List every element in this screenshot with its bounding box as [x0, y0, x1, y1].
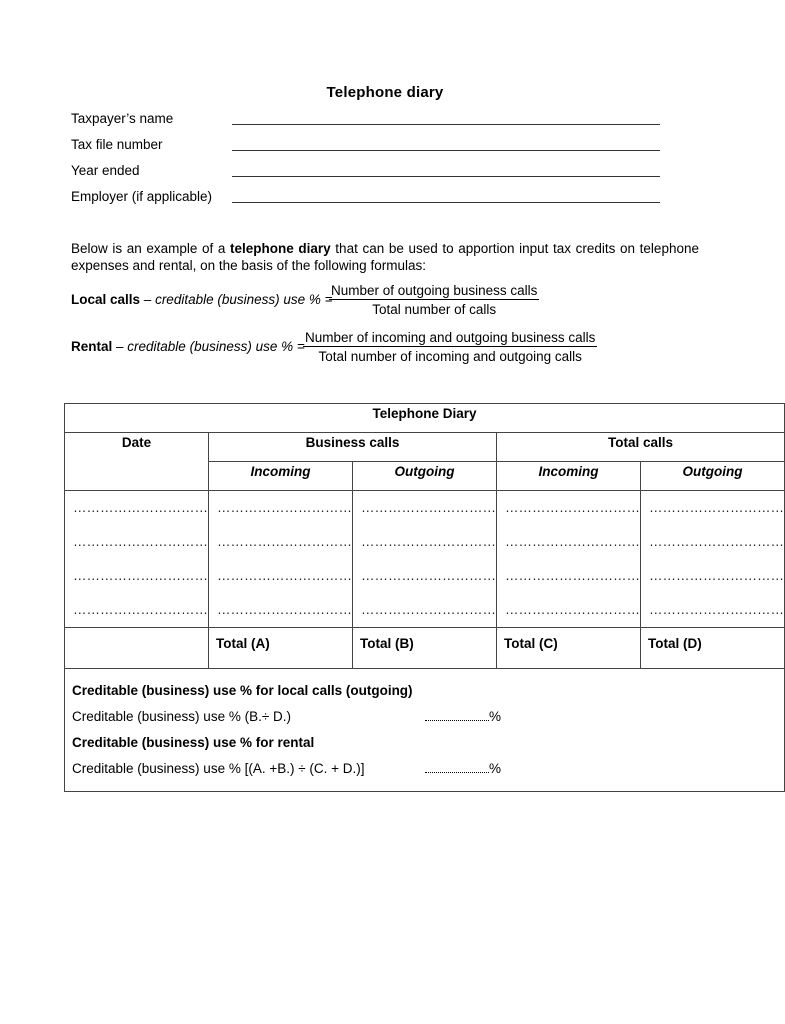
page-title: Telephone diary — [326, 84, 444, 101]
total-incoming-entry[interactable]: ………………………… — [505, 500, 640, 515]
local-calls-formula-label: Local calls – creditable (business) use % = — [71, 292, 333, 307]
date-column-entries — [65, 491, 209, 628]
creditable-section — [65, 669, 785, 792]
employer-field[interactable] — [232, 202, 660, 203]
rental-formula-label: Rental – creditable (business) use % = — [71, 339, 305, 354]
business-incoming-entry[interactable]: ………………………… — [217, 602, 352, 617]
total-incoming-entry[interactable]: ………………………… — [505, 568, 640, 583]
tax-file-number-field[interactable] — [232, 150, 660, 151]
rental-creditable-formula: Creditable (business) use % [(A. +B.) ÷ (C. + D.)] — [72, 761, 365, 776]
local-percent-field[interactable] — [425, 709, 501, 724]
date-entry[interactable]: ………………………… — [73, 500, 208, 515]
total-incoming-entry[interactable]: ………………………… — [505, 534, 640, 549]
business-incoming-entry[interactable]: ………………………… — [217, 568, 352, 583]
date-entry[interactable]: ………………………… — [73, 568, 208, 583]
rental-numerator: Number of incoming and outgoing business calls — [305, 330, 596, 345]
local-calls-numerator: Number of outgoing business calls — [331, 283, 538, 298]
intro-paragraph: Below is an example of a telephone diary that can be used to apportion input tax credits on telephone expenses and rental, on the basis of the following formulas: — [71, 241, 699, 273]
date-entry[interactable]: ………………………… — [73, 534, 208, 549]
total-calls-header: Total calls — [497, 433, 785, 462]
total-outgoing-entry[interactable]: ………………………… — [649, 534, 784, 549]
rental-denominator: Total number of incoming and outgoing calls — [318, 349, 582, 364]
total-outgoing-entries — [641, 491, 785, 628]
business-outgoing-entries — [353, 491, 497, 628]
business-outgoing-entry[interactable]: ………………………… — [361, 534, 496, 549]
rental-creditable-heading: Creditable (business) use % for rental — [72, 735, 315, 750]
business-outgoing-entry[interactable]: ………………………… — [361, 602, 496, 617]
local-calls-fraction — [329, 283, 539, 317]
total-incoming-entry[interactable]: ………………………… — [505, 602, 640, 617]
percent-sign: % — [489, 761, 502, 776]
business-incoming-header: Incoming — [209, 462, 353, 491]
business-outgoing-entry[interactable]: ………………………… — [361, 500, 496, 515]
local-creditable-heading: Creditable (business) use % for local calls (outgoing) — [72, 683, 413, 698]
percent-sign: % — [489, 709, 502, 724]
business-outgoing-header: Outgoing — [353, 462, 497, 491]
total-outgoing-entry[interactable]: ………………………… — [649, 568, 784, 583]
telephone-diary-table — [64, 403, 785, 792]
totals-blank-cell — [65, 628, 209, 669]
business-incoming-entry[interactable]: ………………………… — [217, 500, 352, 515]
employer-label: Employer (if applicable) — [71, 189, 213, 204]
tax-file-number-label: Tax file number — [71, 137, 163, 152]
date-header: Date — [65, 433, 209, 491]
rental-percent-field[interactable] — [425, 761, 501, 776]
total-incoming-header: Incoming — [497, 462, 641, 491]
total-outgoing-header: Outgoing — [641, 462, 785, 491]
total-incoming-entries — [497, 491, 641, 628]
local-creditable-formula: Creditable (business) use % (B.÷ D.) — [72, 709, 291, 724]
taxpayer-name-label: Taxpayer’s name — [71, 111, 174, 126]
business-outgoing-entry[interactable]: ………………………… — [361, 568, 496, 583]
date-entry[interactable]: ………………………… — [73, 602, 208, 617]
taxpayer-name-field[interactable] — [232, 124, 660, 125]
total-outgoing-entry[interactable]: ………………………… — [649, 602, 784, 617]
business-incoming-entries — [209, 491, 353, 628]
year-ended-label: Year ended — [71, 163, 140, 178]
business-calls-header: Business calls — [209, 433, 497, 462]
total-outgoing-entry[interactable]: ………………………… — [649, 500, 784, 515]
total-a: Total (A) — [209, 628, 353, 669]
total-b: Total (B) — [353, 628, 497, 669]
local-calls-denominator: Total number of calls — [372, 302, 497, 317]
table-title: Telephone Diary — [65, 404, 785, 433]
business-incoming-entry[interactable]: ………………………… — [217, 534, 352, 549]
year-ended-field[interactable] — [232, 176, 660, 177]
total-c: Total (C) — [497, 628, 641, 669]
rental-fraction — [303, 330, 597, 364]
total-d: Total (D) — [641, 628, 785, 669]
